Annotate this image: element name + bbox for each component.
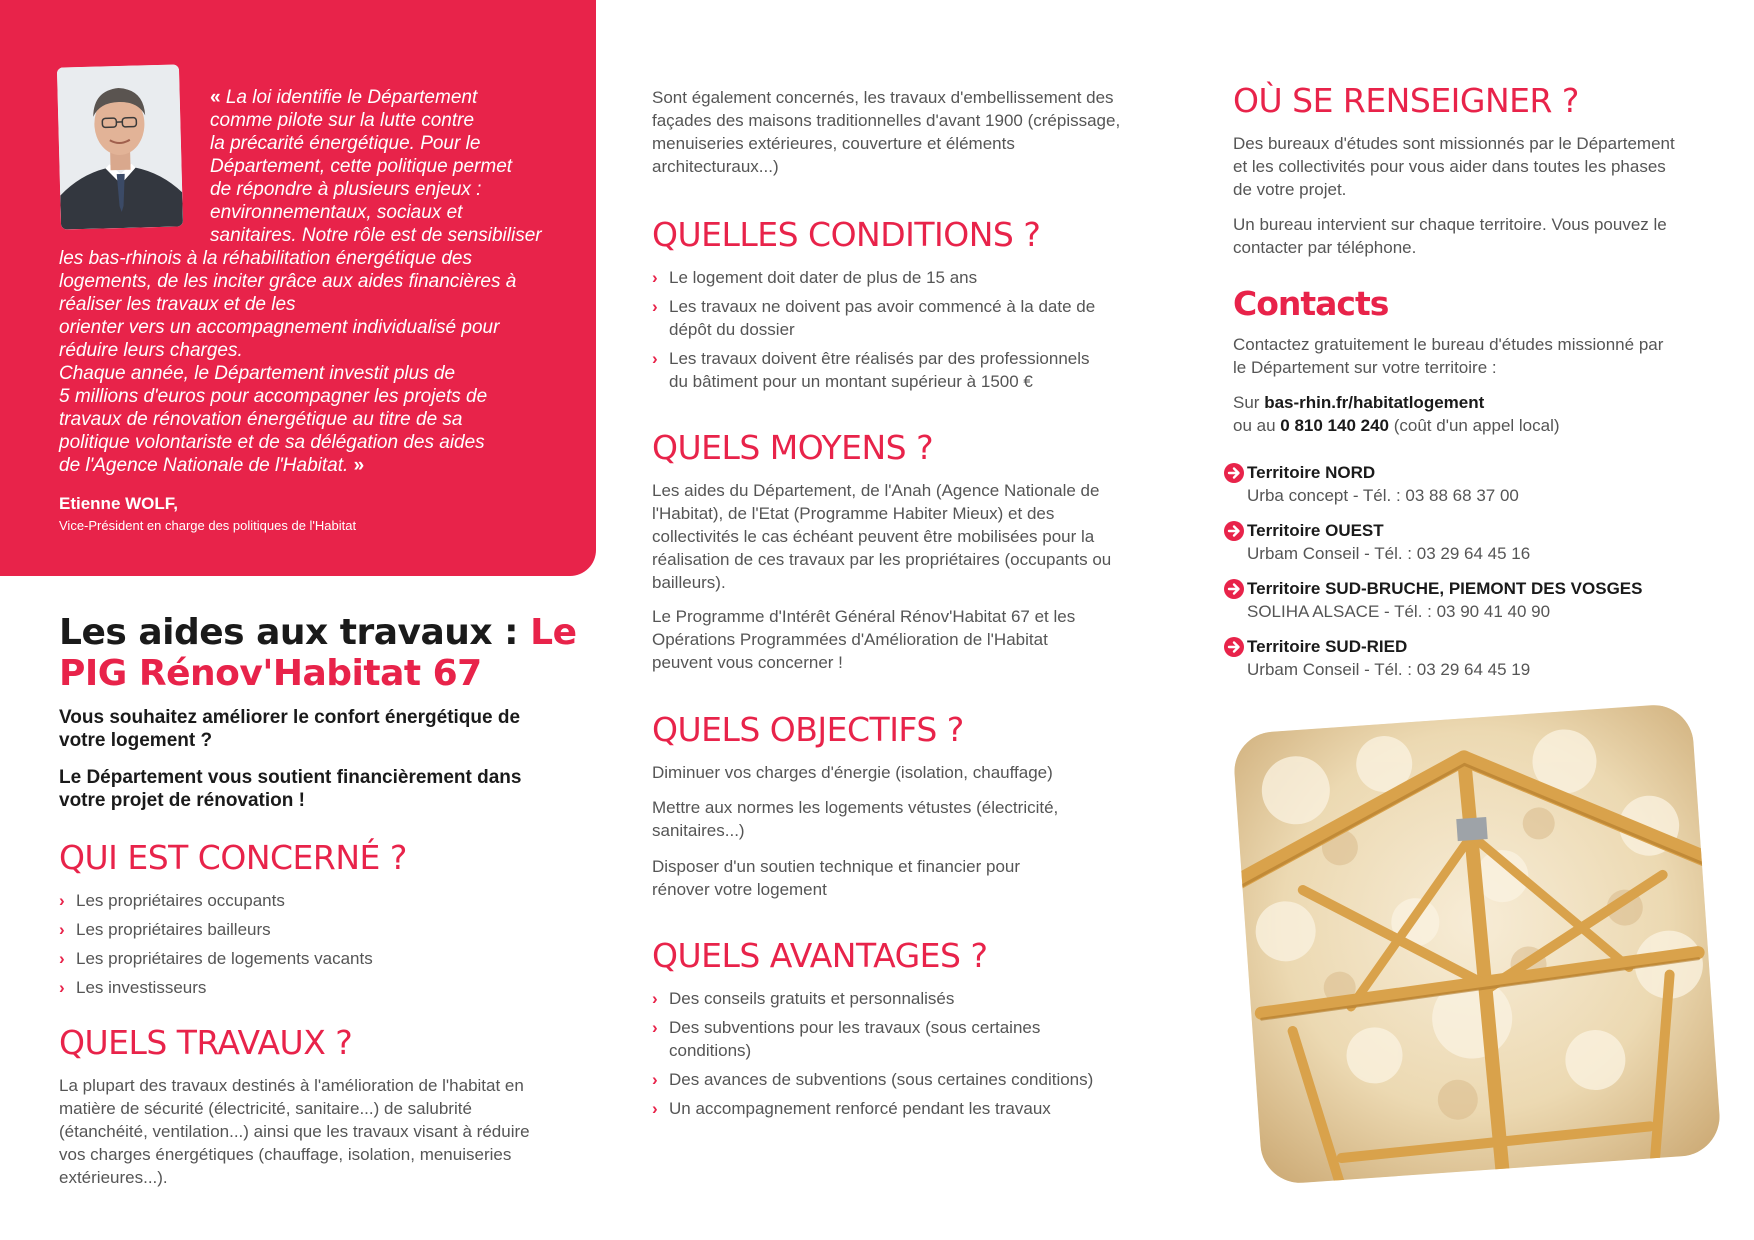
territory-name: Territoire NORD [1247,463,1376,482]
chevron-right-icon: › [652,1070,658,1089]
heading-quelles-conditions: QUELLES CONDITIONS ? [652,215,1041,254]
objectif-1: Diminuer vos charges d'énergie (isolation, chauffage) [652,763,1053,782]
quote-line: réduire leurs charges. [59,340,243,361]
arrow-right-icon [1224,579,1244,599]
quote-line: orienter vers un accompagnement individualisé pour [59,317,500,338]
list-item: › Des conseils gratuits et personnalisés [652,989,955,1008]
list-item: › Un accompagnement renforcé pendant les travaux [652,1099,1051,1118]
main-title-part3: PIG Rénov'Habitat 67 [59,653,482,694]
list-item: › Les investisseurs [59,978,207,997]
quote-line: les bas-rhinois à la réhabilitation énergétique des [59,248,472,269]
territory-detail: Urbam Conseil - Tél. : 03 29 64 45 19 [1247,660,1531,679]
list-conditions [652,266,1097,399]
list-avantages [652,987,1102,1126]
open-quote-icon: « [210,87,221,108]
heading-quels-moyens: QUELS MOYENS ? [652,428,934,467]
territory-name: Territoire OUEST [1247,521,1384,540]
chevron-right-icon: › [59,978,65,997]
quote-line: 5 millions d'euros pour accompagner les projets de [59,386,488,407]
quote-author-role: Vice-Président en charge des politiques de l'Habitat [59,518,357,533]
list-item: › Des avances de subventions (sous certaines conditions) [652,1070,1094,1089]
territory-name: Territoire SUD-BRUCHE, PIEMONT DES VOSGES [1247,579,1643,598]
chevron-right-icon: › [59,949,65,968]
chevron-right-icon: › [652,1018,658,1037]
quote-line: Chaque année, le Département investit plus de [59,363,456,384]
territory-name: Territoire SUD-RIED [1247,637,1408,656]
travaux-text-suite: Sont également concernés, les travaux d'embellissement des façades des maisons traditionnelles d'avant 1900 (crépissage, menuiseries extérieures, couverture et éléments architecturaux...) [652,88,1121,176]
main-title [59,612,576,694]
territory-contact [1247,635,1530,681]
quote-line: environnementaux, sociaux et [210,202,463,223]
quote-line: de répondre à plusieurs enjeux : [210,179,482,200]
main-title-part2: Le [530,612,577,653]
chevron-right-icon: › [59,920,65,939]
contacts-web-phone: Sur bas-rhin.fr/habitatlogement ou au 0 810 140 240 (coût d'un appel local) [1233,393,1560,435]
list-item: › Les propriétaires de logements vacants [59,949,373,968]
territory-contact [1247,519,1530,565]
territory-detail: Urba concept - Tél. : 03 88 68 37 00 [1247,486,1519,505]
quote-line: sanitaires. Notre rôle est de sensibiliser [210,225,542,246]
territory-detail: Urbam Conseil - Tél. : 03 29 64 45 16 [1247,544,1531,563]
attic-insulation-photo [1232,703,1722,1186]
heading-qui-est-concerne: QUI EST CONCERNÉ ? [59,838,407,877]
heading-quels-objectifs: QUELS OBJECTIFS ? [652,710,964,749]
chevron-right-icon: › [652,268,658,287]
quote-box [0,0,596,576]
list-item: › Des subventions pour les travaux (sous certaines conditions) [652,1018,1041,1060]
territory-detail: SOLIHA ALSACE - Tél. : 03 90 41 40 90 [1247,602,1551,621]
phone-number[interactable]: 0 810 140 240 [1280,416,1389,435]
quote-line: travaux de rénovation énergétique au titre de sa [59,409,463,430]
objectif-3: Disposer d'un soutien technique et financier pour rénover votre logement [652,857,1021,899]
quote-line: La loi identifie le Département [225,87,478,108]
chevron-right-icon: › [652,349,658,368]
chevron-right-icon: › [59,891,65,910]
quote-line: logements, de les inciter grâce aux aides financières à [59,271,517,292]
quote-line: la précarité énergétique. Pour le [210,133,481,154]
arrow-right-icon [1224,463,1244,483]
heading-quels-avantages: QUELS AVANTAGES ? [652,936,988,975]
list-item: › Le logement doit dater de plus de 15 ans [652,268,978,287]
list-item: › Les travaux doivent être réalisés par des professionnels du bâtiment pour un montant supérieur à 1500 € [652,349,1090,391]
quote-author: Etienne WOLF, [59,494,178,513]
quote-text [59,86,559,477]
moyens-text-2: Le Programme d'Intérêt Général Rénov'Habitat 67 et les Opérations Programmées d'Amélioration de l'Habitat peuvent vous concerner ! [652,607,1076,672]
chevron-right-icon: › [652,297,658,316]
territory-contact [1247,577,1642,623]
quote-line: Département, cette politique permet [210,156,513,177]
contacts-intro: Contactez gratuitement le bureau d'études missionné par le Département sur votre territoire : [1233,335,1664,377]
close-quote-icon: » [353,455,365,476]
heading-ou-se-renseigner: OÙ SE RENSEIGNER ? [1233,81,1579,120]
heading-quels-travaux: QUELS TRAVAUX ? [59,1023,353,1062]
territory-contact [1247,461,1519,507]
website-link[interactable]: bas-rhin.fr/habitatlogement [1264,393,1485,412]
quote-line: politique volontariste et de sa délégation des aides [59,432,485,453]
list-qui-est-concerne [59,889,559,1005]
renseigner-text: Des bureaux d'études sont missionnés par le Département et les collectivités pour vous aider dans toutes les phases de votre projet. [1233,134,1675,199]
chevron-right-icon: › [652,989,658,1008]
list-item: › Les propriétaires occupants [59,891,285,910]
quote-line: réaliser les travaux et de les [59,294,296,315]
quote-line: comme pilote sur la lutte contre [210,110,475,131]
renseigner-text-2: Un bureau intervient sur chaque territoire. Vous pouvez le contacter par téléphone. [1233,215,1667,257]
arrow-right-icon [1224,521,1244,541]
moyens-text: Les aides du Département, de l'Anah (Agence Nationale de l'Habitat), de l'Etat (Programme Habiter Mieux) et des collectivités le cas échéant peuvent être mobilisées pour la réalisation de ces travaux par les propriétaires (occupants ou bailleurs). [652,481,1112,592]
heading-contacts: Contacts [1233,284,1389,323]
list-item: › Les propriétaires bailleurs [59,920,271,939]
travaux-text: La plupart des travaux destinés à l'amélioration de l'habitat en matière de sécurité (électricité, sanitaire...) de salubrité (étanchéité, ventilation...) ainsi que les travaux visant à réduire vos charges énergétiques (chauffage, isolation, menuiseries extérieures...). [59,1076,530,1187]
list-item: › Les travaux ne doivent pas avoir commencé à la date de dépôt du dossier [652,297,1096,339]
chevron-right-icon: › [652,1099,658,1118]
lead-question: Vous souhaitez améliorer le confort énergétique de votre logement ? [59,707,521,751]
arrow-right-icon [1224,637,1244,657]
quote-line: de l'Agence Nationale de l'Habitat. [59,455,349,476]
main-title-part1: Les aides aux travaux : [59,612,519,653]
objectif-2: Mettre aux normes les logements vétustes (électricité, sanitaires...) [652,798,1059,840]
lead-statement: Le Département vous soutient financièrement dans votre projet de rénovation ! [59,767,522,811]
